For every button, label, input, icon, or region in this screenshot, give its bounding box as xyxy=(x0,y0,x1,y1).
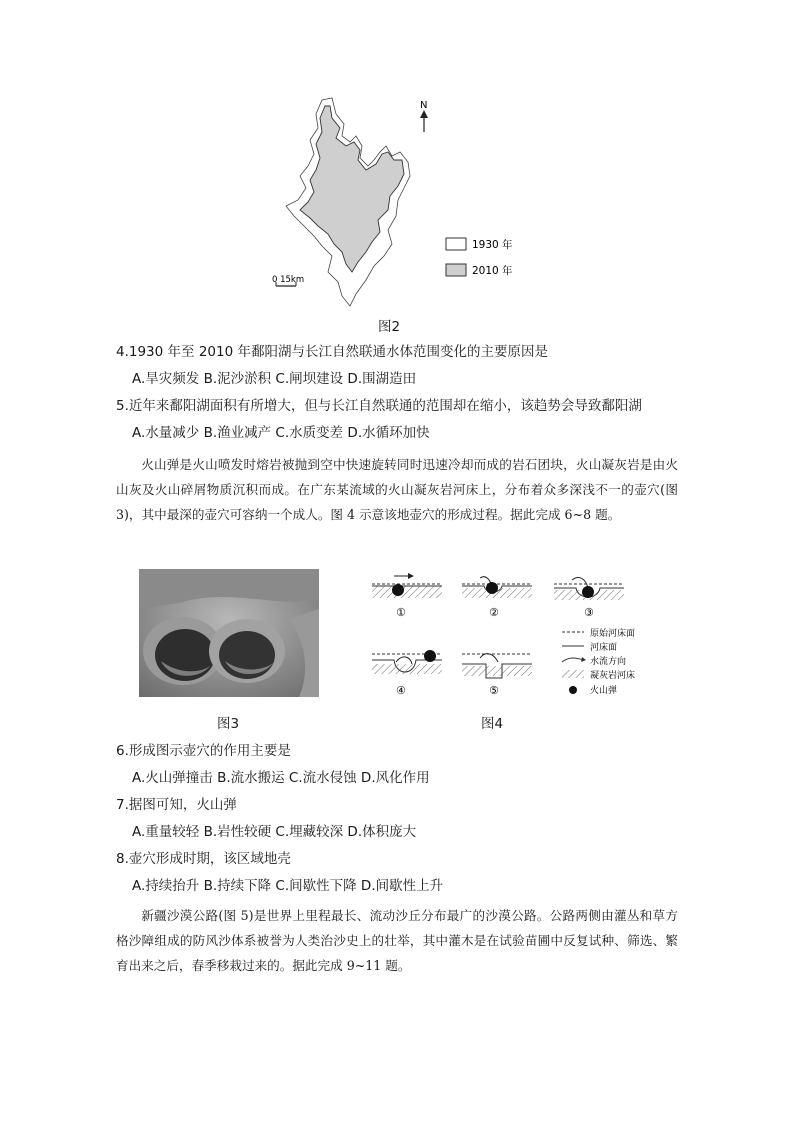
legend-label-1930: 1930 年 xyxy=(472,239,513,251)
figure-4-caption: 图4 xyxy=(481,716,504,732)
question-8-stem: 8.壶穴形成时期，该区域地壳 xyxy=(116,851,291,867)
step-3-panel xyxy=(554,578,624,619)
legend-label-2010: 2010 年 xyxy=(472,265,513,277)
step-2-label: ② xyxy=(489,606,499,619)
step-1-panel xyxy=(372,573,442,619)
question-8-options: A.持续抬升 B.持续下降 C.间歇性下降 D.间歇性上升 xyxy=(132,878,444,894)
legend-flow-direction: 水流方向 xyxy=(590,657,627,667)
figure-4-diagram xyxy=(362,566,662,706)
legend-swatch-2010 xyxy=(446,264,466,276)
question-7-stem: 7.据图可知，火山弹 xyxy=(116,797,237,813)
question-5-options: A.水量减少 B.渔业减产 C.水质变差 D.水循环加快 xyxy=(132,425,430,441)
legend-volcanic-bomb: 火山弹 xyxy=(590,686,618,696)
scale-label: 0 15km xyxy=(272,275,305,285)
scale-bar xyxy=(272,275,304,286)
legend-original-bed: 原始河床面 xyxy=(590,629,636,639)
step-1-label: ① xyxy=(396,606,406,619)
question-5-stem: 5.近年来鄱阳湖面积有所增大，但与长江自然联通的范围却在缩小，该趋势会导致鄱阳湖 xyxy=(116,398,642,414)
figure-3-photo xyxy=(139,569,319,697)
lake-map xyxy=(270,96,530,311)
passage-desert-highway: 新疆沙漠公路(图 5)是世界上里程最长、流动沙丘分布最广的沙漠公路。公路两侧由灌丛和草方格沙障组成的防风沙体系被誉为人类治沙史上的壮举，其中灌木是在试验苗圃中反复试种、筛选、繁育出来之后，春季移栽过来的。据此完成 9~11 题。 xyxy=(116,908,678,973)
legend-bed-surface: 河床面 xyxy=(590,643,618,653)
figure-2 xyxy=(270,96,530,311)
question-4-stem: 4.1930 年至 2010 年鄱阳湖与长江自然联通水体范围变化的主要原因是 xyxy=(116,344,548,360)
step-5-panel xyxy=(462,654,532,697)
legend-swatch-1930 xyxy=(446,238,466,250)
legend-tuff-bed: 凝灰岩河床 xyxy=(590,671,636,681)
figure-2-caption: 图2 xyxy=(378,319,401,335)
north-arrow xyxy=(420,100,428,132)
passage-volcano: 火山弹是火山喷发时熔岩被抛到空中快速旋转同时迅速冷却而成的岩石团块，火山凝灰岩是由火山灰及火山碎屑物质沉积而成。在广东某流域的火山凝灰岩河床上，分布着众多深浅不一的壶穴(图 3)，其中最深的壶穴可容纳一个成人。图 4 示意该地壶穴的形成过程。据此完成 6~8 题。 xyxy=(116,457,678,522)
question-4-options: A.旱灾频发 B.泥沙淤积 C.闸坝建设 D.围湖造田 xyxy=(132,371,417,387)
question-7-options: A.重量较轻 B.岩性较硬 C.埋藏较深 D.体积庞大 xyxy=(132,824,417,840)
figure-4-legend xyxy=(562,627,635,696)
figure-3-caption: 图3 xyxy=(217,716,240,732)
question-6-options: A.火山弹撞击 B.流水搬运 C.流水侵蚀 D.风化作用 xyxy=(132,770,430,786)
step-2-panel xyxy=(462,577,532,619)
step-4-panel xyxy=(372,650,442,697)
question-6-stem: 6.形成图示壶穴的作用主要是 xyxy=(116,743,291,759)
step-4-label: ④ xyxy=(396,684,406,697)
step-3-label: ③ xyxy=(584,606,594,619)
north-label: N xyxy=(420,100,428,111)
step-5-label: ⑤ xyxy=(489,684,499,697)
